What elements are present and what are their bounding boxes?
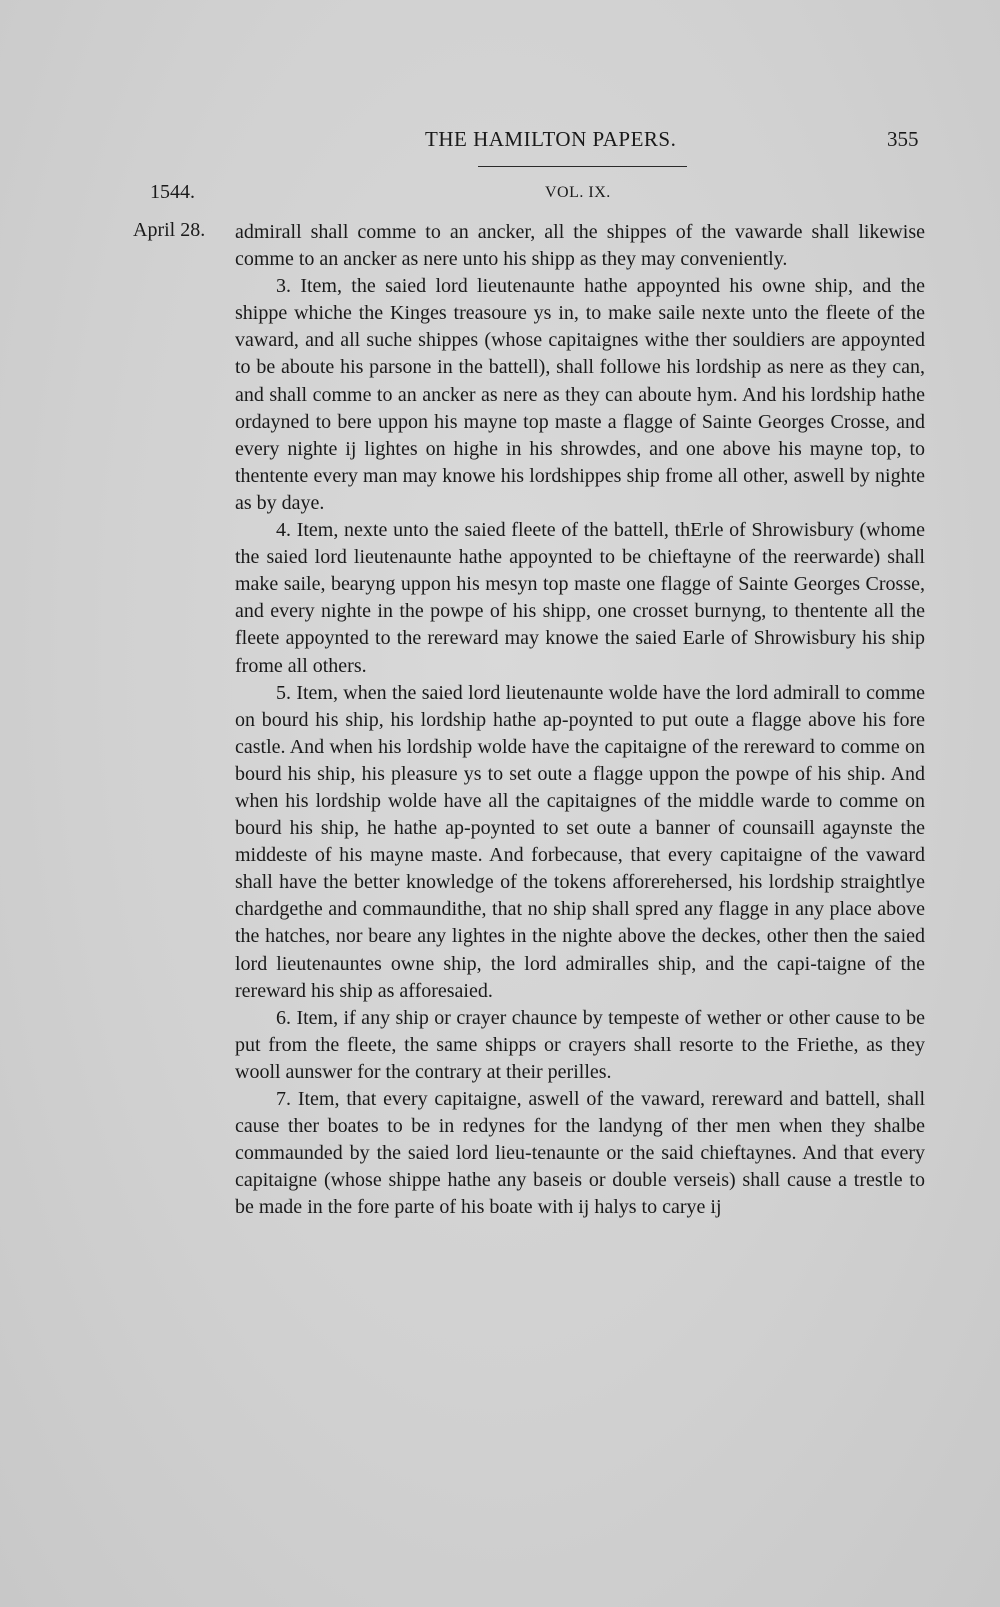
body-text — [235, 219, 925, 1221]
paragraph-continuation: admirall shall comme to an ancker, all the shippes of the vawarde shall likewise comme to an ancker as nere unto his shipp as they may conveniently. — [235, 221, 925, 271]
page-number: 355 — [887, 127, 919, 151]
running-title: THE HAMILTON PAPERS. — [425, 127, 677, 151]
year-label: 1544. — [150, 181, 195, 203]
paragraph-item-4: 4. Item, nexte unto the saied fleete of the battell, thErle of Shrowisbury (whome the saied lord lieutenaunte hathe appoynted to be chieftayne of the reerwarde) shall make saile, bearyng uppon his mesyn top maste one flagge of Sainte Georges Crosse, and every nighte in the powpe of his shipp, one crosset burnyng, to thentente all the fleete appoynted to the rereward may knowe the saied Earle of Shrowisbury his ship frome all others. — [235, 519, 925, 677]
paragraph-item-7: 7. Item, that every capitaigne, aswell of the vaward, rereward and battell, shall cause ther boates to be in redynes for the landyng of ther men when they shalbe commaunded by the saied lord lieu-tenaunte or the said chieftaynes. And that every capitaigne (whose shippe hathe any baseis or double verseis) shall cause a trestle to be made in the fore parte of his boate with ij halys to carye ij — [235, 1088, 925, 1219]
header-rule — [478, 166, 687, 167]
paragraph-item-5: 5. Item, when the saied lord lieutenaunte wolde have the lord admirall to comme on bourd his ship, his lordship hathe ap-poynted to put oute a flagge above his fore castle. And when his lordship wolde have the capitaigne of the rereward to comme on bourd his ship, his pleasure ys to set oute a flagge uppon the powpe of his ship. And when his lordship wolde have all the capitaignes of the middle warde to comme on bourd his ship, he hathe ap-poynted to set oute a banner of counsaill agaynste the middeste of his mayne maste. And forbecause, that every capitaigne of the vaward shall have the better knowledge of the tokens afforerehersed, his lordship straightlye chardgethe and commaundithe, that no ship shall spred any flagge in any place above the hatches, nor beare any lightes in the nighte above the deckes, other then the saied lord lieutenauntes owne ship, the lord admiralles ship, and the capi-taigne of the rereward his ship as afforesaied. — [235, 681, 925, 1002]
running-head — [0, 127, 1000, 157]
paragraph-item-6: 6. Item, if any ship or crayer chaunce by tempeste of wether or other cause to be put from the fleete, the same shipps or crayers shall resorte to the Friethe, as they wooll aunswer for the contrary at their perilles. — [235, 1006, 925, 1083]
volume-label: VOL. IX. — [545, 184, 611, 201]
margin-date: April 28. — [133, 219, 206, 241]
paragraph-item-3: 3. Item, the saied lord lieutenaunte hathe appoynted his owne ship, and the shippe whiche the Kinges treasoure ys in, to make saile nexte unto the fleete of the vaward, and all suche shippes (whose capitaignes withe ther souldiers are appoynted to be aboute his parsone in the battell), shall followe his lordship as nere as they can, and shall comme to an ancker as nere as they can aboute hym. And his lordship hathe ordayned to bere uppon his mayne top maste a flagge of Sainte Georges Crosse, and every nighte ij lightes on highe in his shrowdes, and one above his mayne top, to thentente every man may knowe his lordshippes ship frome all other, aswell by nighte as by daye. — [235, 275, 925, 514]
